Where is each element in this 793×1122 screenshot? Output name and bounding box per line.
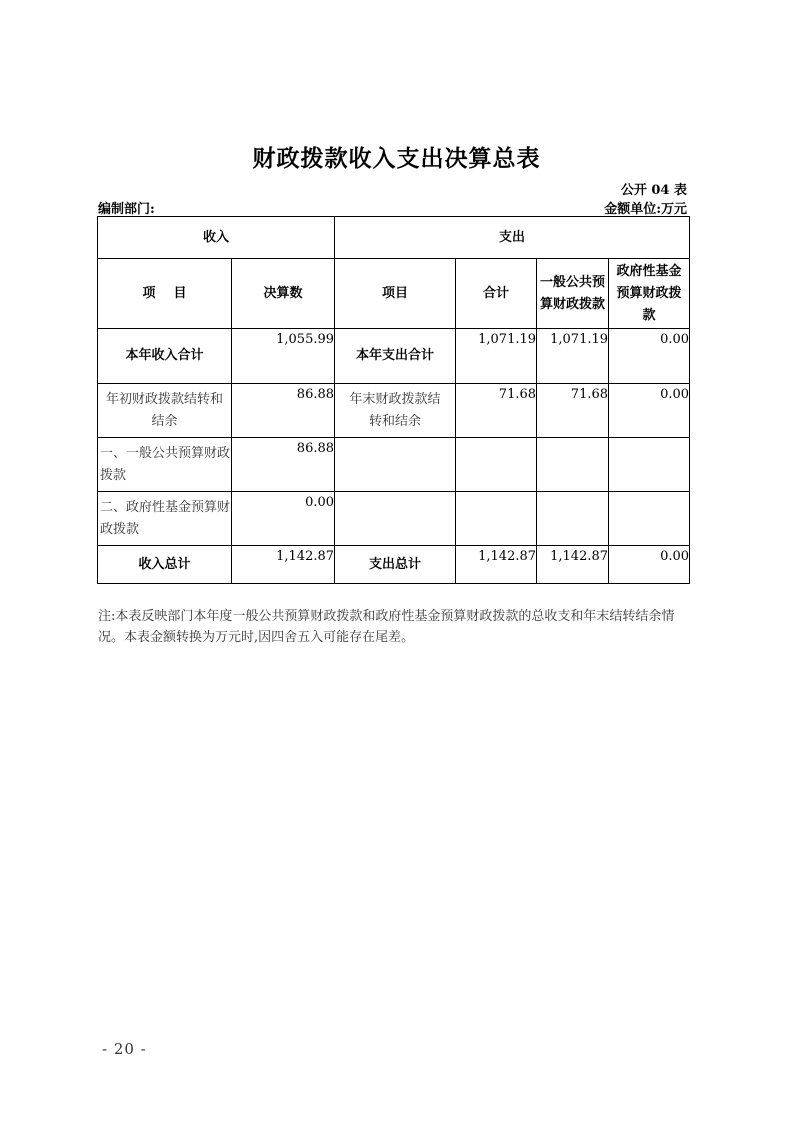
total-value: 1,071.19 [456, 329, 537, 384]
expense-label: 支出总计 [335, 546, 456, 584]
table-row [98, 492, 690, 546]
income-label: 一般公共预算财政拨款 [100, 445, 231, 483]
expense-header: 支出 [335, 217, 690, 259]
income-value: 1,055.99 [232, 329, 335, 384]
income-prefix: 二、 [100, 499, 127, 515]
total-value: 71.68 [456, 384, 537, 438]
fund-value: 0.00 [609, 384, 690, 438]
item-income-header: 项 目 [98, 259, 232, 329]
income-label: 年初财政拨款结转和结余 [98, 384, 232, 438]
item-expense-header: 项目 [335, 259, 456, 329]
empty-cell [456, 438, 537, 492]
fund-value: 0.00 [609, 546, 690, 584]
empty-cell [609, 438, 690, 492]
income-label: 政府性基金预算财政拨款 [100, 499, 231, 537]
general-budget-header: 一般公共预算财政拨款 [537, 259, 609, 329]
empty-cell [609, 492, 690, 546]
income-value: 1,142.87 [232, 546, 335, 584]
income-label-cell [98, 438, 232, 492]
header-row-group [98, 217, 690, 259]
fund-value: 0.00 [609, 329, 690, 384]
expense-label: 年末财政拨款结转和结余 [335, 384, 456, 438]
general-value: 71.68 [537, 384, 609, 438]
department-label: 编制部门: [98, 202, 155, 217]
table-row [98, 329, 690, 384]
income-value: 86.88 [232, 438, 335, 492]
budget-amount-header: 决算数 [232, 259, 335, 329]
empty-cell [335, 492, 456, 546]
income-label: 本年收入合计 [98, 329, 232, 384]
empty-cell [456, 492, 537, 546]
income-label: 收入总计 [98, 546, 232, 584]
header-row-columns [98, 259, 690, 329]
total-header: 合计 [456, 259, 537, 329]
income-value: 86.88 [232, 384, 335, 438]
page-title: 财政拨款收入支出决算总表 [252, 145, 541, 172]
empty-cell [335, 438, 456, 492]
page-number: - 20 - [102, 1040, 147, 1058]
total-value: 1,142.87 [456, 546, 537, 584]
empty-cell [537, 492, 609, 546]
general-value: 1,071.19 [537, 329, 609, 384]
table-note: 注:本表反映部门本年度一般公共预算财政拨款和政府性基金预算财政拨款的总收支和年末结转结余情况。本表金额转换为万元时,因四舍五入可能存在尾差。 [98, 609, 675, 645]
finance-summary-table [97, 216, 690, 584]
general-value: 1,142.87 [537, 546, 609, 584]
table-code: 公开 04 表 [620, 183, 687, 198]
empty-cell [537, 438, 609, 492]
table-row [98, 546, 690, 584]
gov-fund-header: 政府性基金预算财政拨款 [609, 259, 690, 329]
table-row [98, 438, 690, 492]
unit-label: 金额单位:万元 [604, 202, 687, 217]
expense-label: 本年支出合计 [335, 329, 456, 384]
table-row [98, 384, 690, 438]
income-prefix: 一、 [100, 445, 127, 461]
income-value: 0.00 [232, 492, 335, 546]
income-header: 收入 [98, 217, 335, 259]
income-label-cell [98, 492, 232, 546]
